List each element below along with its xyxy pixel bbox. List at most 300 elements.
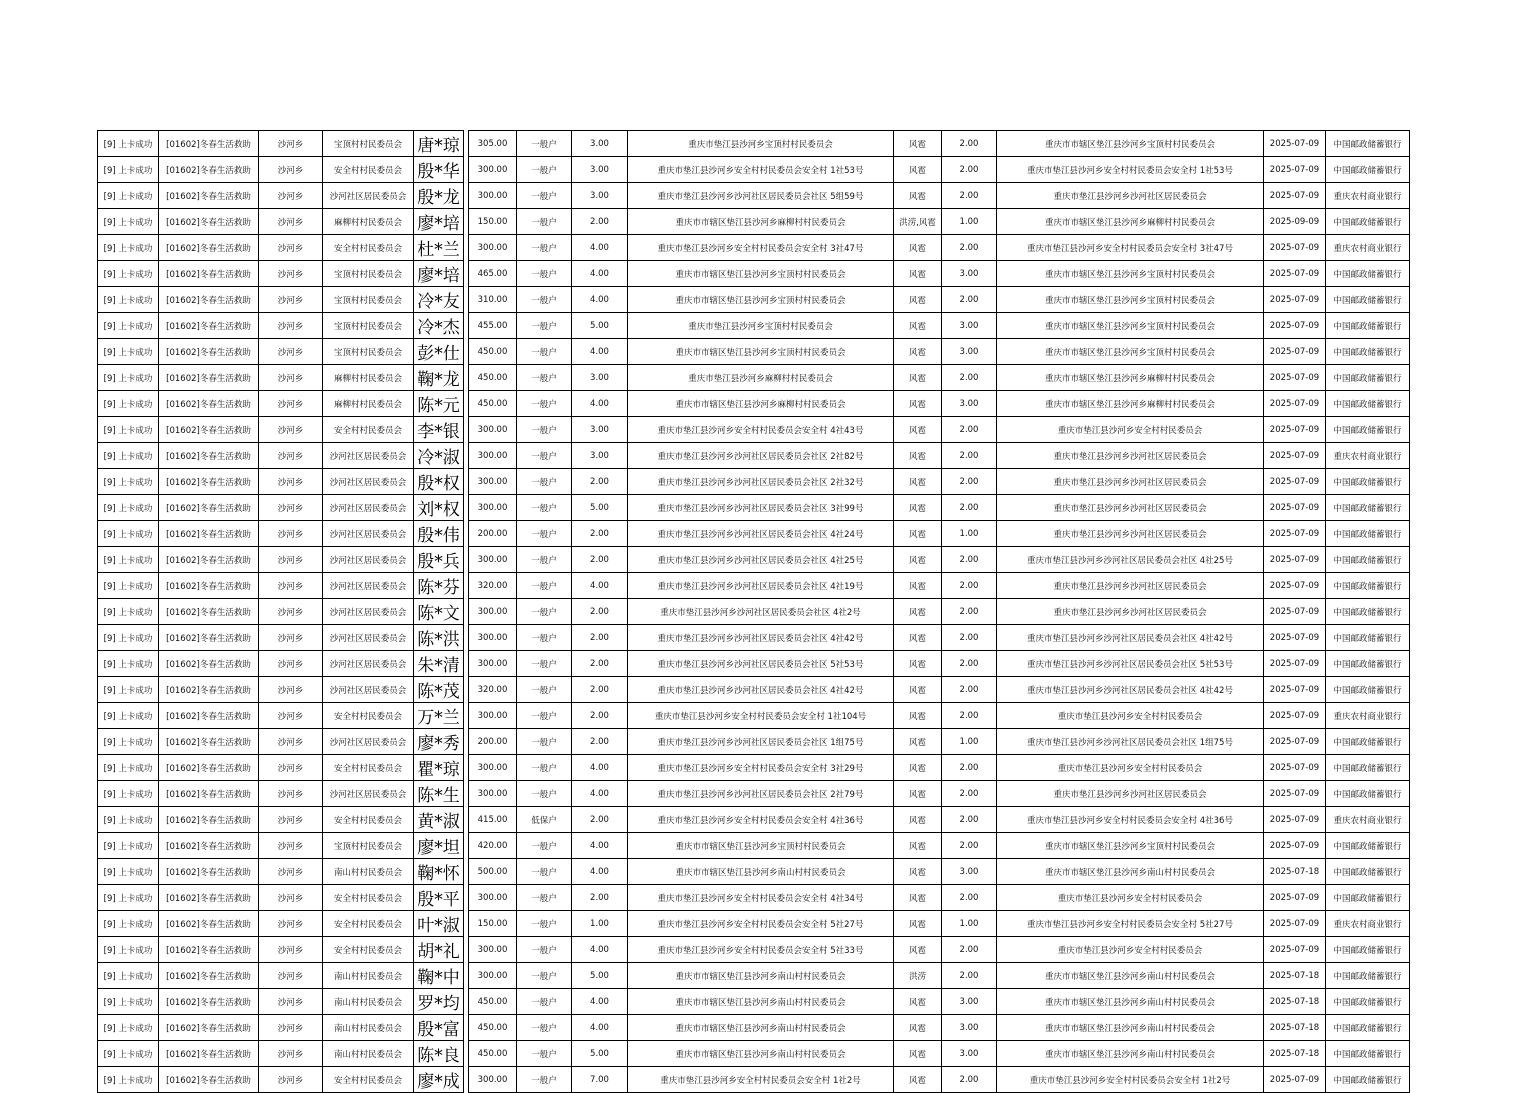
program-cell: [01602]冬春生活救助 (159, 313, 259, 339)
date-cell: 2025-07-09 (1264, 599, 1326, 625)
affected-count-cell: 1.00 (942, 521, 997, 547)
table-row (98, 989, 1410, 1015)
committee-address-cell: 重庆市市辖区垫江县沙河乡南山村村民委员会 (997, 963, 1264, 989)
township-cell: 沙河乡 (259, 209, 323, 235)
people-count-cell: 2.00 (572, 703, 628, 729)
table-row (98, 209, 1410, 235)
disaster-type-cell: 风雹 (894, 729, 942, 755)
date-cell: 2025-07-09 (1264, 339, 1326, 365)
table-row (98, 729, 1410, 755)
committee-address-cell: 重庆市垫江县沙河乡沙河社区居民委员会社区 4社42号 (997, 677, 1264, 703)
affected-count-cell: 2.00 (942, 365, 997, 391)
township-cell: 沙河乡 (259, 885, 323, 911)
table-row (98, 703, 1410, 729)
date-cell: 2025-07-09 (1264, 885, 1326, 911)
amount-cell: 200.00 (469, 729, 517, 755)
program-cell: [01602]冬春生活救助 (159, 625, 259, 651)
program-cell: [01602]冬春生活救助 (159, 469, 259, 495)
program-cell: [01602]冬春生活救助 (159, 391, 259, 417)
household-type-cell: 一般户 (517, 521, 572, 547)
program-cell: [01602]冬春生活救助 (159, 937, 259, 963)
township-cell: 沙河乡 (259, 833, 323, 859)
township-cell: 沙河乡 (259, 235, 323, 261)
township-cell: 沙河乡 (259, 1015, 323, 1041)
affected-count-cell: 2.00 (942, 1067, 997, 1093)
affected-count-cell: 2.00 (942, 885, 997, 911)
township-cell: 沙河乡 (259, 495, 323, 521)
name-cell: 瞿*琼 (414, 755, 464, 781)
table-row (98, 573, 1410, 599)
household-type-cell: 一般户 (517, 911, 572, 937)
address-cell: 重庆市垫江县沙河乡宝顶村村民委员会 (628, 131, 894, 157)
affected-count-cell: 3.00 (942, 859, 997, 885)
address-cell: 重庆市垫江县沙河乡安全村村民委员会安全村 4社43号 (628, 417, 894, 443)
bank-cell: 中国邮政储蓄银行 (1326, 833, 1410, 859)
people-count-cell: 4.00 (572, 781, 628, 807)
people-count-cell: 2.00 (572, 209, 628, 235)
township-cell: 沙河乡 (259, 989, 323, 1015)
affected-count-cell: 2.00 (942, 807, 997, 833)
date-cell: 2025-07-09 (1264, 625, 1326, 651)
village-cell: 安全村村民委员会 (323, 807, 414, 833)
township-cell: 沙河乡 (259, 703, 323, 729)
address-cell: 重庆市垫江县沙河乡沙河社区居民委员会社区 4社42号 (628, 625, 894, 651)
village-cell: 麻柳村村民委员会 (323, 365, 414, 391)
table-row (98, 495, 1410, 521)
people-count-cell: 4.00 (572, 1015, 628, 1041)
committee-address-cell: 重庆市垫江县沙河乡沙河社区居民委员会 (997, 443, 1264, 469)
table-row (98, 833, 1410, 859)
disaster-type-cell: 风雹 (894, 781, 942, 807)
amount-cell: 300.00 (469, 781, 517, 807)
date-cell: 2025-07-18 (1264, 963, 1326, 989)
village-cell: 安全村村民委员会 (323, 235, 414, 261)
affected-count-cell: 2.00 (942, 599, 997, 625)
table-row (98, 1015, 1410, 1041)
affected-count-cell: 2.00 (942, 755, 997, 781)
address-cell: 重庆市垫江县沙河乡沙河社区居民委员会社区 4社25号 (628, 547, 894, 573)
village-cell: 沙河社区居民委员会 (323, 599, 414, 625)
village-cell: 麻柳村村民委员会 (323, 209, 414, 235)
date-cell: 2025-07-09 (1264, 469, 1326, 495)
committee-address-cell: 重庆市垫江县沙河乡沙河社区居民委员会社区 4社42号 (997, 625, 1264, 651)
people-count-cell: 3.00 (572, 443, 628, 469)
household-type-cell: 一般户 (517, 651, 572, 677)
table-row (98, 183, 1410, 209)
program-cell: [01602]冬春生活救助 (159, 885, 259, 911)
township-cell: 沙河乡 (259, 677, 323, 703)
committee-address-cell: 重庆市垫江县沙河乡安全村村民委员会 (997, 417, 1264, 443)
status-cell: [9] 上卡成功 (98, 235, 159, 261)
status-cell: [9] 上卡成功 (98, 1067, 159, 1093)
name-cell: 陈*元 (414, 391, 464, 417)
program-cell: [01602]冬春生活救助 (159, 807, 259, 833)
people-count-cell: 3.00 (572, 131, 628, 157)
name-cell: 殷*兵 (414, 547, 464, 573)
amount-cell: 300.00 (469, 937, 517, 963)
affected-count-cell: 2.00 (942, 625, 997, 651)
household-type-cell: 一般户 (517, 209, 572, 235)
date-cell: 2025-07-09 (1264, 651, 1326, 677)
village-cell: 沙河社区居民委员会 (323, 521, 414, 547)
affected-count-cell: 2.00 (942, 833, 997, 859)
disaster-type-cell: 洪涝,风雹 (894, 209, 942, 235)
people-count-cell: 4.00 (572, 287, 628, 313)
village-cell: 麻柳村村民委员会 (323, 391, 414, 417)
people-count-cell: 5.00 (572, 1041, 628, 1067)
program-cell: [01602]冬春生活救助 (159, 911, 259, 937)
program-cell: [01602]冬春生活救助 (159, 573, 259, 599)
people-count-cell: 3.00 (572, 157, 628, 183)
committee-address-cell: 重庆市市辖区垫江县沙河乡宝顶村村民委员会 (997, 287, 1264, 313)
people-count-cell: 2.00 (572, 469, 628, 495)
amount-cell: 300.00 (469, 963, 517, 989)
household-type-cell: 一般户 (517, 443, 572, 469)
name-cell: 陈*文 (414, 599, 464, 625)
affected-count-cell: 2.00 (942, 131, 997, 157)
township-cell: 沙河乡 (259, 807, 323, 833)
address-cell: 重庆市垫江县沙河乡沙河社区居民委员会社区 4社19号 (628, 573, 894, 599)
township-cell: 沙河乡 (259, 183, 323, 209)
household-type-cell: 一般户 (517, 677, 572, 703)
program-cell: [01602]冬春生活救助 (159, 183, 259, 209)
affected-count-cell: 2.00 (942, 677, 997, 703)
name-cell: 彭*仕 (414, 339, 464, 365)
table-row (98, 443, 1410, 469)
disaster-type-cell: 风雹 (894, 755, 942, 781)
date-cell: 2025-07-09 (1264, 313, 1326, 339)
amount-cell: 200.00 (469, 521, 517, 547)
affected-count-cell: 2.00 (942, 417, 997, 443)
affected-count-cell: 3.00 (942, 339, 997, 365)
program-cell: [01602]冬春生活救助 (159, 755, 259, 781)
village-cell: 南山村村民委员会 (323, 989, 414, 1015)
status-cell: [9] 上卡成功 (98, 131, 159, 157)
date-cell: 2025-07-09 (1264, 911, 1326, 937)
bank-cell: 中国邮政储蓄银行 (1326, 495, 1410, 521)
name-cell: 陈*生 (414, 781, 464, 807)
address-cell: 重庆市垫江县沙河乡沙河社区居民委员会社区 4社24号 (628, 521, 894, 547)
date-cell: 2025-07-09 (1264, 235, 1326, 261)
status-cell: [9] 上卡成功 (98, 625, 159, 651)
household-type-cell: 一般户 (517, 547, 572, 573)
amount-cell: 300.00 (469, 495, 517, 521)
bank-cell: 中国邮政储蓄银行 (1326, 1041, 1410, 1067)
amount-cell: 150.00 (469, 209, 517, 235)
bank-cell: 中国邮政储蓄银行 (1326, 157, 1410, 183)
affected-count-cell: 2.00 (942, 651, 997, 677)
township-cell: 沙河乡 (259, 287, 323, 313)
disaster-type-cell: 风雹 (894, 885, 942, 911)
status-cell: [9] 上卡成功 (98, 781, 159, 807)
address-cell: 重庆市垫江县沙河乡安全村村民委员会安全村 5社33号 (628, 937, 894, 963)
amount-cell: 450.00 (469, 365, 517, 391)
amount-cell: 150.00 (469, 911, 517, 937)
disaster-type-cell: 风雹 (894, 157, 942, 183)
household-type-cell: 一般户 (517, 963, 572, 989)
name-cell: 殷*龙 (414, 183, 464, 209)
disaster-type-cell: 风雹 (894, 131, 942, 157)
date-cell: 2025-07-09 (1264, 443, 1326, 469)
status-cell: [9] 上卡成功 (98, 963, 159, 989)
address-cell: 重庆市垫江县沙河乡安全村村民委员会安全村 1社104号 (628, 703, 894, 729)
address-cell: 重庆市垫江县沙河乡沙河社区居民委员会社区 4社2号 (628, 599, 894, 625)
name-cell: 殷*华 (414, 157, 464, 183)
household-type-cell: 一般户 (517, 157, 572, 183)
amount-cell: 320.00 (469, 677, 517, 703)
township-cell: 沙河乡 (259, 547, 323, 573)
status-cell: [9] 上卡成功 (98, 521, 159, 547)
status-cell: [9] 上卡成功 (98, 755, 159, 781)
bank-cell: 中国邮政储蓄银行 (1326, 755, 1410, 781)
disaster-type-cell: 风雹 (894, 573, 942, 599)
address-cell: 重庆市垫江县沙河乡安全村村民委员会安全村 5社27号 (628, 911, 894, 937)
committee-address-cell: 重庆市市辖区垫江县沙河乡宝顶村村民委员会 (997, 833, 1264, 859)
committee-address-cell: 重庆市垫江县沙河乡沙河社区居民委员会社区 5社53号 (997, 651, 1264, 677)
people-count-cell: 5.00 (572, 495, 628, 521)
table-row (98, 677, 1410, 703)
amount-cell: 300.00 (469, 443, 517, 469)
household-type-cell: 一般户 (517, 885, 572, 911)
date-cell: 2025-07-09 (1264, 833, 1326, 859)
name-cell: 鞠*怀 (414, 859, 464, 885)
affected-count-cell: 2.00 (942, 183, 997, 209)
amount-cell: 300.00 (469, 235, 517, 261)
committee-address-cell: 重庆市市辖区垫江县沙河乡宝顶村村民委员会 (997, 131, 1264, 157)
township-cell: 沙河乡 (259, 1067, 323, 1093)
household-type-cell: 一般户 (517, 833, 572, 859)
people-count-cell: 2.00 (572, 729, 628, 755)
affected-count-cell: 2.00 (942, 469, 997, 495)
committee-address-cell: 重庆市垫江县沙河乡沙河社区居民委员会 (997, 469, 1264, 495)
household-type-cell: 一般户 (517, 1041, 572, 1067)
bank-cell: 中国邮政储蓄银行 (1326, 365, 1410, 391)
committee-address-cell: 重庆市垫江县沙河乡安全村村民委员会 (997, 703, 1264, 729)
status-cell: [9] 上卡成功 (98, 729, 159, 755)
status-cell: [9] 上卡成功 (98, 911, 159, 937)
date-cell: 2025-07-18 (1264, 1041, 1326, 1067)
table-row (98, 859, 1410, 885)
household-type-cell: 一般户 (517, 599, 572, 625)
date-cell: 2025-07-09 (1264, 183, 1326, 209)
name-cell: 廖*成 (414, 1067, 464, 1093)
name-cell: 刘*权 (414, 495, 464, 521)
table-row (98, 417, 1410, 443)
household-type-cell: 一般户 (517, 365, 572, 391)
affected-count-cell: 3.00 (942, 1041, 997, 1067)
village-cell: 宝顶村村民委员会 (323, 833, 414, 859)
affected-count-cell: 1.00 (942, 911, 997, 937)
address-cell: 重庆市垫江县沙河乡安全村村民委员会安全村 4社34号 (628, 885, 894, 911)
date-cell: 2025-07-09 (1264, 131, 1326, 157)
amount-cell: 300.00 (469, 755, 517, 781)
village-cell: 沙河社区居民委员会 (323, 547, 414, 573)
committee-address-cell: 重庆市垫江县沙河乡安全村村民委员会安全村 1社2号 (997, 1067, 1264, 1093)
date-cell: 2025-07-09 (1264, 547, 1326, 573)
name-cell: 胡*礼 (414, 937, 464, 963)
village-cell: 沙河社区居民委员会 (323, 729, 414, 755)
committee-address-cell: 重庆市垫江县沙河乡安全村村民委员会安全村 4社36号 (997, 807, 1264, 833)
amount-cell: 450.00 (469, 1015, 517, 1041)
status-cell: [9] 上卡成功 (98, 677, 159, 703)
date-cell: 2025-07-09 (1264, 495, 1326, 521)
amount-cell: 415.00 (469, 807, 517, 833)
name-cell: 陈*洪 (414, 625, 464, 651)
status-cell: [9] 上卡成功 (98, 859, 159, 885)
amount-cell: 300.00 (469, 885, 517, 911)
program-cell: [01602]冬春生活救助 (159, 235, 259, 261)
village-cell: 安全村村民委员会 (323, 417, 414, 443)
disaster-type-cell: 风雹 (894, 989, 942, 1015)
status-cell: [9] 上卡成功 (98, 417, 159, 443)
disaster-type-cell: 风雹 (894, 495, 942, 521)
bank-cell: 中国邮政储蓄银行 (1326, 469, 1410, 495)
bank-cell: 重庆农村商业银行 (1326, 183, 1410, 209)
address-cell: 重庆市市辖区垫江县沙河乡宝顶村村民委员会 (628, 833, 894, 859)
household-type-cell: 一般户 (517, 287, 572, 313)
township-cell: 沙河乡 (259, 157, 323, 183)
status-cell: [9] 上卡成功 (98, 833, 159, 859)
date-cell: 2025-07-09 (1264, 1067, 1326, 1093)
status-cell: [9] 上卡成功 (98, 261, 159, 287)
people-count-cell: 3.00 (572, 417, 628, 443)
village-cell: 沙河社区居民委员会 (323, 443, 414, 469)
amount-cell: 300.00 (469, 469, 517, 495)
program-cell: [01602]冬春生活救助 (159, 833, 259, 859)
township-cell: 沙河乡 (259, 963, 323, 989)
date-cell: 2025-07-09 (1264, 365, 1326, 391)
bank-cell: 重庆农村商业银行 (1326, 703, 1410, 729)
disaster-type-cell: 风雹 (894, 677, 942, 703)
name-cell: 冷*淑 (414, 443, 464, 469)
committee-address-cell: 重庆市垫江县沙河乡沙河社区居民委员会 (997, 183, 1264, 209)
township-cell: 沙河乡 (259, 937, 323, 963)
township-cell: 沙河乡 (259, 1041, 323, 1067)
bank-cell: 中国邮政储蓄银行 (1326, 1067, 1410, 1093)
bank-cell: 中国邮政储蓄银行 (1326, 573, 1410, 599)
name-cell: 殷*伟 (414, 521, 464, 547)
people-count-cell: 5.00 (572, 313, 628, 339)
amount-cell: 305.00 (469, 131, 517, 157)
committee-address-cell: 重庆市垫江县沙河乡安全村村民委员会安全村 3社47号 (997, 235, 1264, 261)
amount-cell: 300.00 (469, 625, 517, 651)
program-cell: [01602]冬春生活救助 (159, 1015, 259, 1041)
table-row (98, 261, 1410, 287)
address-cell: 重庆市市辖区垫江县沙河乡麻柳村村民委员会 (628, 391, 894, 417)
township-cell: 沙河乡 (259, 313, 323, 339)
date-cell: 2025-07-09 (1264, 521, 1326, 547)
date-cell: 2025-07-09 (1264, 703, 1326, 729)
status-cell: [9] 上卡成功 (98, 313, 159, 339)
township-cell: 沙河乡 (259, 755, 323, 781)
village-cell: 安全村村民委员会 (323, 911, 414, 937)
people-count-cell: 4.00 (572, 573, 628, 599)
bank-cell: 中国邮政储蓄银行 (1326, 599, 1410, 625)
date-cell: 2025-07-09 (1264, 729, 1326, 755)
status-cell: [9] 上卡成功 (98, 469, 159, 495)
bank-cell: 中国邮政储蓄银行 (1326, 287, 1410, 313)
people-count-cell: 3.00 (572, 183, 628, 209)
affected-count-cell: 2.00 (942, 573, 997, 599)
bank-cell: 中国邮政储蓄银行 (1326, 209, 1410, 235)
program-cell: [01602]冬春生活救助 (159, 599, 259, 625)
name-cell: 冷*杰 (414, 313, 464, 339)
table-row (98, 963, 1410, 989)
program-cell: [01602]冬春生活救助 (159, 157, 259, 183)
village-cell: 沙河社区居民委员会 (323, 677, 414, 703)
status-cell: [9] 上卡成功 (98, 287, 159, 313)
household-type-cell: 一般户 (517, 313, 572, 339)
name-cell: 黄*淑 (414, 807, 464, 833)
disaster-type-cell: 风雹 (894, 1041, 942, 1067)
household-type-cell: 一般户 (517, 495, 572, 521)
status-cell: [9] 上卡成功 (98, 807, 159, 833)
bank-cell: 中国邮政储蓄银行 (1326, 391, 1410, 417)
village-cell: 沙河社区居民委员会 (323, 469, 414, 495)
disaster-type-cell: 风雹 (894, 651, 942, 677)
amount-cell: 300.00 (469, 1067, 517, 1093)
status-cell: [9] 上卡成功 (98, 495, 159, 521)
table-row (98, 365, 1410, 391)
household-type-cell: 低保户 (517, 807, 572, 833)
village-cell: 宝顶村村民委员会 (323, 131, 414, 157)
township-cell: 沙河乡 (259, 469, 323, 495)
disaster-type-cell: 风雹 (894, 339, 942, 365)
table-row (98, 755, 1410, 781)
disaster-type-cell: 风雹 (894, 1067, 942, 1093)
village-cell: 南山村村民委员会 (323, 963, 414, 989)
address-cell: 重庆市垫江县沙河乡沙河社区居民委员会社区 3社99号 (628, 495, 894, 521)
village-cell: 沙河社区居民委员会 (323, 651, 414, 677)
bank-cell: 中国邮政储蓄银行 (1326, 417, 1410, 443)
amount-cell: 300.00 (469, 157, 517, 183)
table-row (98, 1067, 1410, 1093)
address-cell: 重庆市市辖区垫江县沙河乡宝顶村村民委员会 (628, 287, 894, 313)
household-type-cell: 一般户 (517, 1067, 572, 1093)
people-count-cell: 2.00 (572, 547, 628, 573)
bank-cell: 中国邮政储蓄银行 (1326, 729, 1410, 755)
address-cell: 重庆市垫江县沙河乡宝顶村村民委员会 (628, 313, 894, 339)
village-cell: 安全村村民委员会 (323, 157, 414, 183)
bank-cell: 重庆农村商业银行 (1326, 235, 1410, 261)
address-cell: 重庆市垫江县沙河乡安全村村民委员会安全村 1社53号 (628, 157, 894, 183)
table-row (98, 599, 1410, 625)
name-cell: 鞠*中 (414, 963, 464, 989)
people-count-cell: 2.00 (572, 599, 628, 625)
status-cell: [9] 上卡成功 (98, 209, 159, 235)
table-row (98, 469, 1410, 495)
table-row (98, 937, 1410, 963)
address-cell: 重庆市市辖区垫江县沙河乡南山村村民委员会 (628, 989, 894, 1015)
household-type-cell: 一般户 (517, 625, 572, 651)
table-row (98, 131, 1410, 157)
table-row (98, 547, 1410, 573)
name-cell: 陈*芬 (414, 573, 464, 599)
village-cell: 南山村村民委员会 (323, 1015, 414, 1041)
village-cell: 南山村村民委员会 (323, 1041, 414, 1067)
program-cell: [01602]冬春生活救助 (159, 1067, 259, 1093)
bank-cell: 中国邮政储蓄银行 (1326, 261, 1410, 287)
status-cell: [9] 上卡成功 (98, 157, 159, 183)
village-cell: 宝顶村村民委员会 (323, 287, 414, 313)
household-type-cell: 一般户 (517, 703, 572, 729)
date-cell: 2025-07-09 (1264, 677, 1326, 703)
people-count-cell: 5.00 (572, 963, 628, 989)
amount-cell: 420.00 (469, 833, 517, 859)
date-cell: 2025-07-09 (1264, 391, 1326, 417)
people-count-cell: 2.00 (572, 651, 628, 677)
bank-cell: 中国邮政储蓄银行 (1326, 521, 1410, 547)
